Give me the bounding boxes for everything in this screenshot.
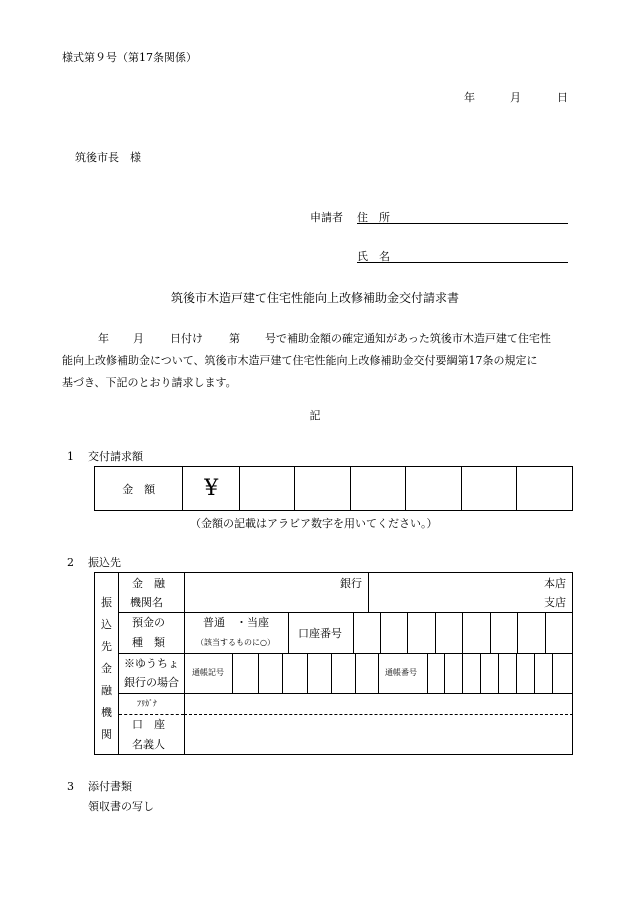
body-line1-rest: 号で補助金額の確定通知があった筑後市木造戸建て住宅性 — [265, 332, 551, 345]
document-title: 筑後市木造戸建て住宅性能向上改修補助金交付請求書 — [170, 291, 459, 305]
section1-heading: 交付請求額 — [88, 450, 143, 463]
amount-label: 金 額 — [95, 467, 183, 511]
bank-label-2: 機関名 — [130, 596, 163, 609]
deposit-label-1: 預金の — [132, 616, 165, 629]
bank-suffix: 銀行 — [340, 577, 362, 590]
passbook-symbol-field[interactable] — [233, 654, 378, 693]
account-number-field[interactable] — [354, 613, 572, 653]
body-year: 年 — [98, 332, 109, 345]
section2-heading: 振込先 — [88, 556, 121, 569]
amount-digit-cell[interactable] — [240, 467, 295, 511]
holder-label-2: 名義人 — [132, 738, 165, 751]
body-month: 月 — [133, 332, 144, 345]
side-label-char: 融 — [101, 684, 112, 697]
form-number: 様式第９号（第17条関係） — [62, 51, 197, 64]
amount-digit-cell[interactable] — [350, 467, 405, 511]
passbook-number-field[interactable] — [428, 654, 572, 693]
amount-digit-cell[interactable] — [461, 467, 516, 511]
side-label-char: 込 — [101, 618, 112, 631]
deposit-options[interactable]: 普通 ・当座 — [203, 616, 269, 629]
addressee: 筑後市長 様 — [75, 151, 141, 164]
date-month-label: 月 — [510, 91, 521, 104]
amount-digit-cell[interactable] — [406, 467, 461, 511]
side-label-char: 関 — [101, 728, 112, 741]
branch-name-field[interactable] — [369, 573, 529, 612]
body-date: 日付け — [170, 332, 203, 345]
passbook-symbol-label: 通帳記号 — [192, 668, 224, 677]
branch-main: 本店 — [544, 577, 566, 590]
amount-digit-cell[interactable] — [295, 467, 350, 511]
section1-number: 1 — [67, 450, 74, 463]
side-label-char: 先 — [101, 640, 112, 653]
yucho-label-2: 銀行の場合 — [124, 676, 179, 689]
deposit-label-2: 種 類 — [132, 636, 165, 649]
body-no: 第 — [229, 332, 240, 345]
side-label-char: 金 — [101, 662, 112, 675]
side-label-char: 振 — [101, 596, 112, 609]
attachment-item: 領収書の写し — [88, 800, 154, 813]
holder-label-1: 口 座 — [132, 718, 165, 731]
date-year-label: 年 — [464, 91, 475, 104]
account-number-label: 口座番号 — [298, 627, 342, 640]
address-field[interactable] — [357, 223, 568, 224]
ki-label: 記 — [309, 409, 321, 422]
furigana-label: ﾌﾘｶﾞﾅ — [137, 699, 157, 708]
section3-heading: 添付書類 — [88, 780, 132, 793]
section3-number: 3 — [67, 780, 74, 793]
applicant-label: 申請者 — [310, 211, 343, 224]
account-holder-field[interactable] — [185, 715, 572, 754]
yucho-label-1: ※ゆうちょ — [124, 657, 179, 670]
yen-symbol: ¥ — [183, 467, 240, 511]
deposit-note: （該当するものに○） — [196, 638, 275, 647]
side-label-char: 機 — [101, 706, 112, 719]
bank-label-1: 金 融 — [132, 577, 165, 590]
section2-number: 2 — [67, 556, 74, 569]
address-label: 住 所 — [357, 211, 390, 224]
body-line2: 能向上改修補助金について、筑後市木造戸建て住宅性能向上改修補助金交付要綱第17条の規定に — [62, 354, 538, 367]
name-label: 氏 名 — [357, 250, 390, 263]
furigana-field[interactable] — [185, 694, 572, 714]
branch-sub: 支店 — [544, 596, 566, 609]
amount-digit-cell[interactable] — [517, 467, 573, 511]
amount-note: （金額の記載はアラビア数字を用いてください。） — [190, 517, 438, 530]
name-field[interactable] — [357, 262, 568, 263]
body-line3: 基づき、下記のとおり請求します。 — [62, 376, 237, 389]
amount-table — [94, 466, 573, 511]
passbook-number-label: 通帳番号 — [385, 668, 417, 677]
date-day-label: 日 — [557, 91, 568, 104]
